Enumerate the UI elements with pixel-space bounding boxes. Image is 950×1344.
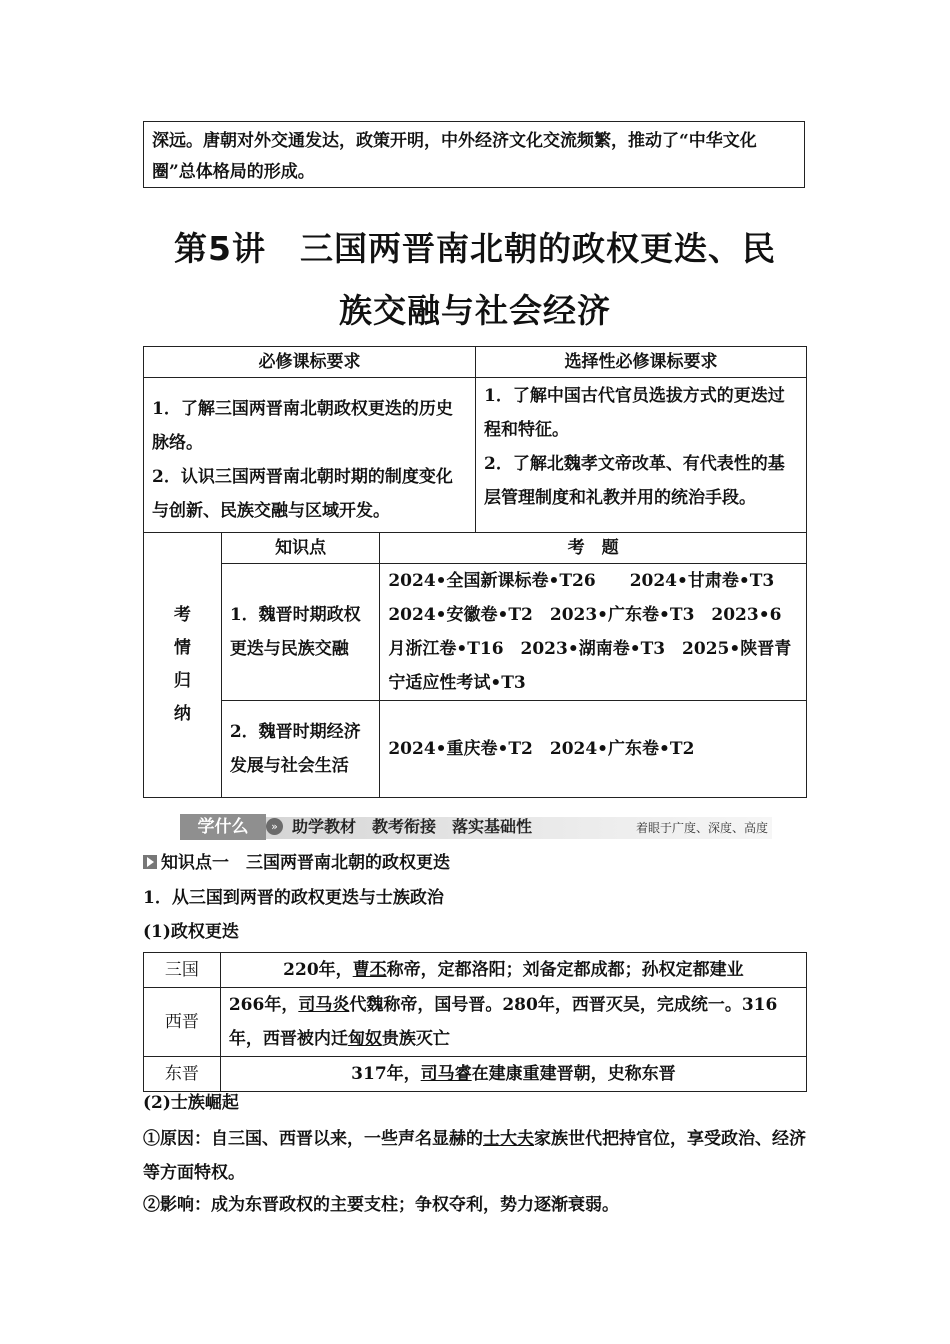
header-compulsory: 必修课标要求 bbox=[144, 347, 476, 378]
chevron-right-icon: » bbox=[266, 818, 283, 835]
elective-item-1: 1．了解中国古代官员选拔方式的更迭过程和特征。 bbox=[483, 386, 785, 440]
subheading-1: 1．从三国到两晋的政权更迭与士族政治 bbox=[143, 888, 444, 908]
gentry-heading: (2)士族崛起 bbox=[143, 1093, 239, 1113]
era-cell: 西晋 bbox=[144, 988, 221, 1057]
gentry-impact: ②影响：成为东晋政权的主要支柱；争权夺利，势力逐渐衰弱。 bbox=[143, 1195, 619, 1215]
era-cell: 东晋 bbox=[144, 1057, 221, 1092]
play-triangle-icon bbox=[143, 855, 157, 869]
regime-table bbox=[143, 952, 807, 1092]
title-line-2: 族交融与社会经济 bbox=[339, 291, 611, 330]
era-description: 220年，曹丕称帝，定都洛阳；刘备定都成都；孙权定都建业 bbox=[220, 953, 806, 988]
continuation-text: 深远。唐朝对外交通发达，政策开明，中外经济文化交流频繁，推动了“中华文化圈”总体格局的形成。 bbox=[152, 131, 757, 182]
compulsory-item-2: 2．认识三国两晋南北朝时期的制度变化与创新、民族交融与区域开发。 bbox=[152, 467, 453, 521]
section-banner bbox=[180, 814, 772, 840]
gentry-reason: ①原因：自三国、西晋以来，一些声名显赫的士大夫家族世代把持官位，享受政治、经济等方面特权。 bbox=[143, 1129, 806, 1183]
exam-row-questions: 2024•重庆卷•T2 2024•广东卷•T2 bbox=[380, 701, 807, 798]
header-knowledge: 知识点 bbox=[221, 533, 380, 564]
banner-tag: 学什么 bbox=[180, 814, 266, 840]
exam-row-questions: 2024•全国新课标卷•T26 2024•甘肃卷•T3 2024•安徽卷•T2 2023•广东卷•T3 2023•6月浙江卷•T16 2023•湖南卷•T3 2025•陕晋青宁适应性考试•T3 bbox=[380, 564, 807, 701]
knowledge-point-heading: 知识点一 三国两晋南北朝的政权更迭 bbox=[143, 851, 807, 875]
header-elective: 选择性必修课标要求 bbox=[475, 347, 806, 378]
era-cell: 三国 bbox=[144, 953, 221, 988]
header-questions: 考 题 bbox=[380, 533, 807, 564]
exam-summary-label: 考 情 归 纳 bbox=[144, 533, 222, 798]
elective-requirements bbox=[475, 378, 806, 533]
subheading-1-1: (1)政权更迭 bbox=[143, 922, 239, 942]
elective-item-2: 2．了解北魏孝文帝改革、有代表性的基层管理制度和礼教并用的统治手段。 bbox=[483, 454, 785, 508]
lesson-title bbox=[143, 218, 807, 342]
exam-row-knowledge: 2．魏晋时期经济发展与社会生活 bbox=[221, 701, 380, 798]
era-description: 266年，司马炎代魏称帝，国号晋。280年，西晋灭吴，完成统一。316年，西晋被内迁匈奴贵族灭亡 bbox=[220, 988, 806, 1057]
compulsory-requirements bbox=[144, 378, 476, 533]
exam-row-knowledge: 1．魏晋时期政权更迭与民族交融 bbox=[221, 564, 380, 701]
compulsory-item-1: 1．了解三国两晋南北朝政权更迭的历史脉络。 bbox=[152, 399, 453, 453]
curriculum-table bbox=[143, 346, 807, 798]
title-line-1: 第5讲 三国两晋南北朝的政权更迭、民 bbox=[174, 229, 776, 268]
banner-subtitle: 着眼于广度、深度、高度 bbox=[635, 821, 768, 835]
era-description: 317年，司马睿在建康重建晋朝，史称东晋 bbox=[220, 1057, 806, 1092]
continuation-box bbox=[143, 121, 805, 188]
banner-items: 助学教材 教考衔接 落实基础性 bbox=[292, 817, 533, 836]
